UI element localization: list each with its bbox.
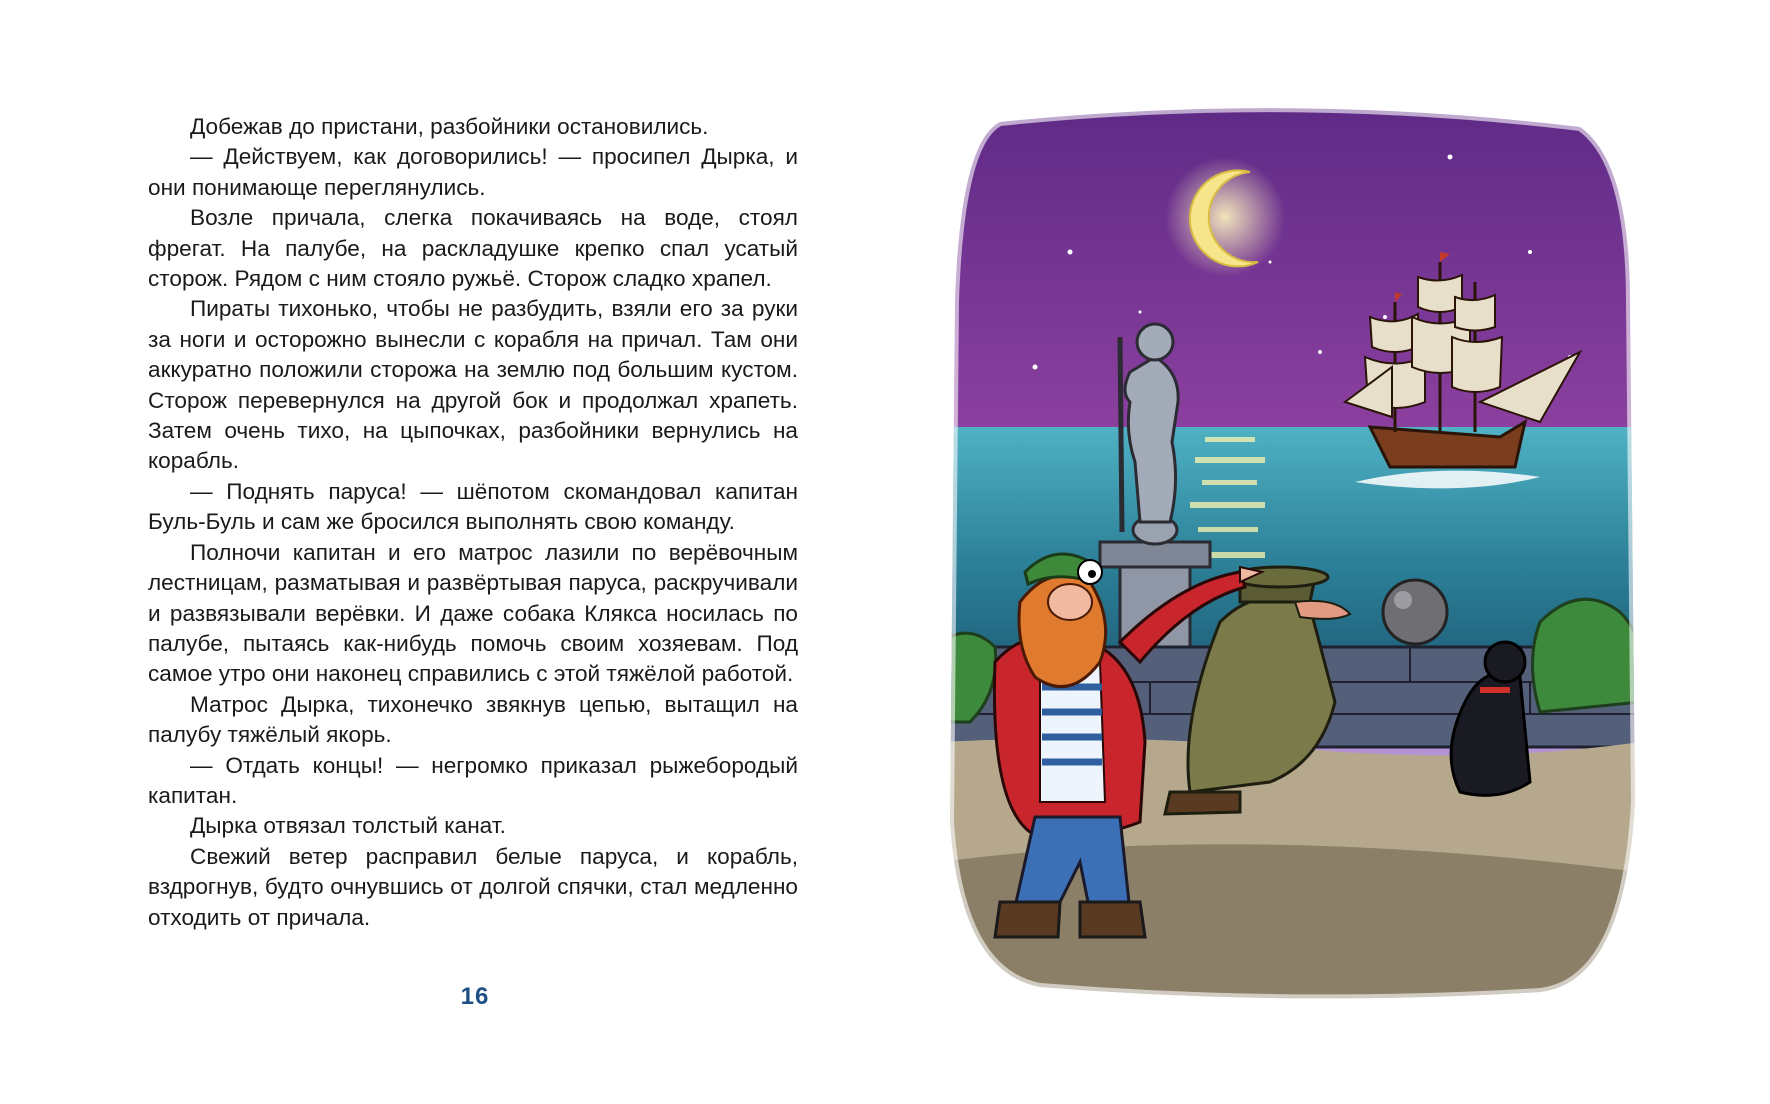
cannon	[1383, 580, 1447, 644]
paragraph: Матрос Дырка, тихонечко звякнув цепью, вытащил на палубу тяжёлый якорь.	[148, 691, 798, 748]
paragraph: — Отдать концы! — негромко приказал рыжебородый капитан.	[148, 752, 798, 808]
paragraph: — Действуем, как договорились! — просипел Дырка, и они понимающе переглянулись.	[148, 144, 798, 200]
story-illustration	[940, 102, 1640, 1007]
paragraph: Добежав до пристани, разбойники остановились.	[190, 114, 709, 139]
paragraph: Полночи капитан и его матрос лазили по верёвочным лестницам, разматывая и развёртывая паруса, раскручивали и развязывали верёвки. И даже собака Клякса носилась по палубе, пытаясь как-нибудь помочь своим хозяевам. Под самое утро они наконец справились с этой тяжёлой работой.	[148, 539, 798, 687]
page-number: 16	[460, 983, 490, 1010]
paragraph: Возле причала, слегка покачиваясь на воде, стоял фрегат. На палубе, на раскладушке крепко спал усатый сторож. Рядом с ним стояло ружьё. Сторож сладко храпел.	[148, 205, 798, 292]
story-text	[148, 112, 798, 933]
paragraph: Дырка отвязал толстый канат.	[190, 813, 506, 839]
night-harbor-scene	[940, 102, 1640, 1007]
paragraph: Свежий ветер расправил белые паруса, и корабль, вздрогнув, будто очнувшись от долгой спячки, стал медленно отходить от причала.	[148, 843, 798, 930]
paragraph: Пираты тихонько, чтобы не разбудить, взяли его за руки за ноги и осторожно вынесли с корабля на причал. Там они аккуратно положили сторожа на землю под большим кустом. Сторож перевернулся на другой бок и продолжал храпеть. Затем очень тихо, на цыпочках, разбойники вернулись на корабль.	[148, 296, 798, 474]
paragraph: — Поднять паруса! — шёпотом скомандовал капитан Буль-Буль и сам же бросился выполнять свою команду.	[148, 478, 798, 535]
